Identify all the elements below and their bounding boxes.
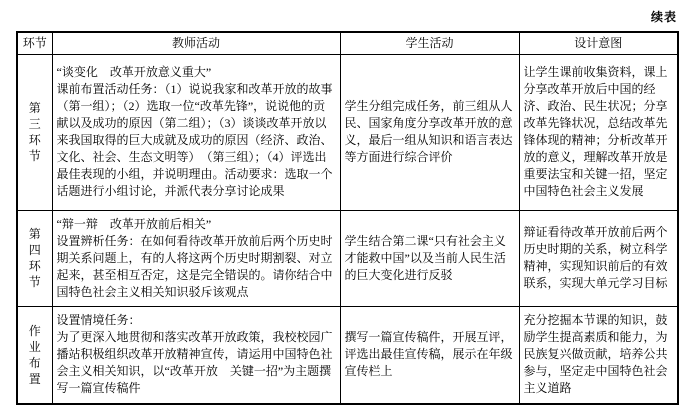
table-row-stage3 <box>17 54 678 210</box>
header-design-intent: 设计意图 <box>519 32 678 54</box>
activity-title: “辩一辩 改革开放前后相关” <box>56 216 212 231</box>
table-row-stage4 <box>17 210 678 306</box>
student-activity-text: 撰写一篇宣传稿件，开展互评，评选出最佳宣传稿，展示在年级宣传栏上 <box>344 330 513 379</box>
activity-title: 设置情境任务： <box>56 313 141 328</box>
header-stage: 环节 <box>17 32 52 54</box>
design-intent-text: 让学生课前收集资料，课上分享改革开放后中国的经济、政治、民生状况；分享改革先锋状况，总结改革先锋体现的精神；分析改革开放的意义，理解改革开放是重要法宝和关键一招，坚定中国特色社会主义发展 <box>523 65 668 198</box>
activity-body: 为了更深入地贯彻和落实改革开放政策，我校校园广播站积极组织改革开放精神宣传，请运用中国特色社会主义相关知识，以“改革开放 关键一招”为主题撰写一篇宣传稿件 <box>56 330 333 396</box>
design-intent-cell <box>519 54 678 210</box>
teacher-activity-cell <box>52 210 340 306</box>
student-activity-cell <box>340 306 519 404</box>
stage-cell: 第三环节 <box>17 54 52 210</box>
activity-body: 设置辨析任务：在如何看待改革开放前后两个历史时期关系问题上，有的人将这两个历史时期割裂、对立起来，甚至相互否定，这是完全错误的。请你结合中国特色社会主义相关知识驳斥该观点 <box>56 233 333 299</box>
student-activity-cell <box>340 210 519 306</box>
design-intent-text: 充分挖掘本节课的知识，鼓励学生提高素质和能力，为民族复兴做贡献，培养公共参与，坚定走中国特色社会主义道路 <box>523 313 668 396</box>
teacher-activity-cell <box>52 306 340 404</box>
table-header-row <box>17 32 678 54</box>
stage-cell: 作业布置 <box>17 306 52 404</box>
teacher-activity-cell <box>52 54 340 210</box>
continued-table-label: 续表 <box>650 10 677 24</box>
header-teacher-activity: 教师活动 <box>52 32 340 54</box>
activity-title: “谈变化 改革开放意义重大” <box>56 65 212 79</box>
table-row-homework <box>17 306 678 404</box>
header-student-activity: 学生活动 <box>340 32 519 54</box>
design-intent-cell <box>519 306 678 404</box>
activity-body: 课前布置活动任务：（1）说说我家和改革开放的故事（第一组）；（2）选取一位“改革先锋”，说说他的贡献以及成功的原因（第二组）；（3）谈谈改革开放以来我国取得的巨大成就及成功的原因（经济、政治、文化、社会、生态文明等） （第三组）；（4）评选出最佳表现的小组，并说明理由。活动要求：选取一个话题进行小组讨论，并派代表分享讨论成果 <box>56 82 333 198</box>
student-activity-text: 学生结合第二课“只有社会主义才能救中国”以及当前人民生活的巨大变化进行反驳 <box>344 233 506 282</box>
design-intent-cell <box>519 210 678 306</box>
design-intent-text: 辩证看待改革开放前后两个历史时期的关系，树立科学精神，实现知识前后的有效联系，实现大单元学习目标 <box>523 225 668 290</box>
student-activity-cell <box>340 54 519 210</box>
student-activity-text: 学生分组完成任务，前三组从人民、国家角度分享改革开放的意义，最后一组从知识和语言表达等方面进行综合评价 <box>344 99 513 164</box>
stage-cell: 第四环节 <box>17 210 52 306</box>
lesson-plan-table <box>16 31 679 405</box>
